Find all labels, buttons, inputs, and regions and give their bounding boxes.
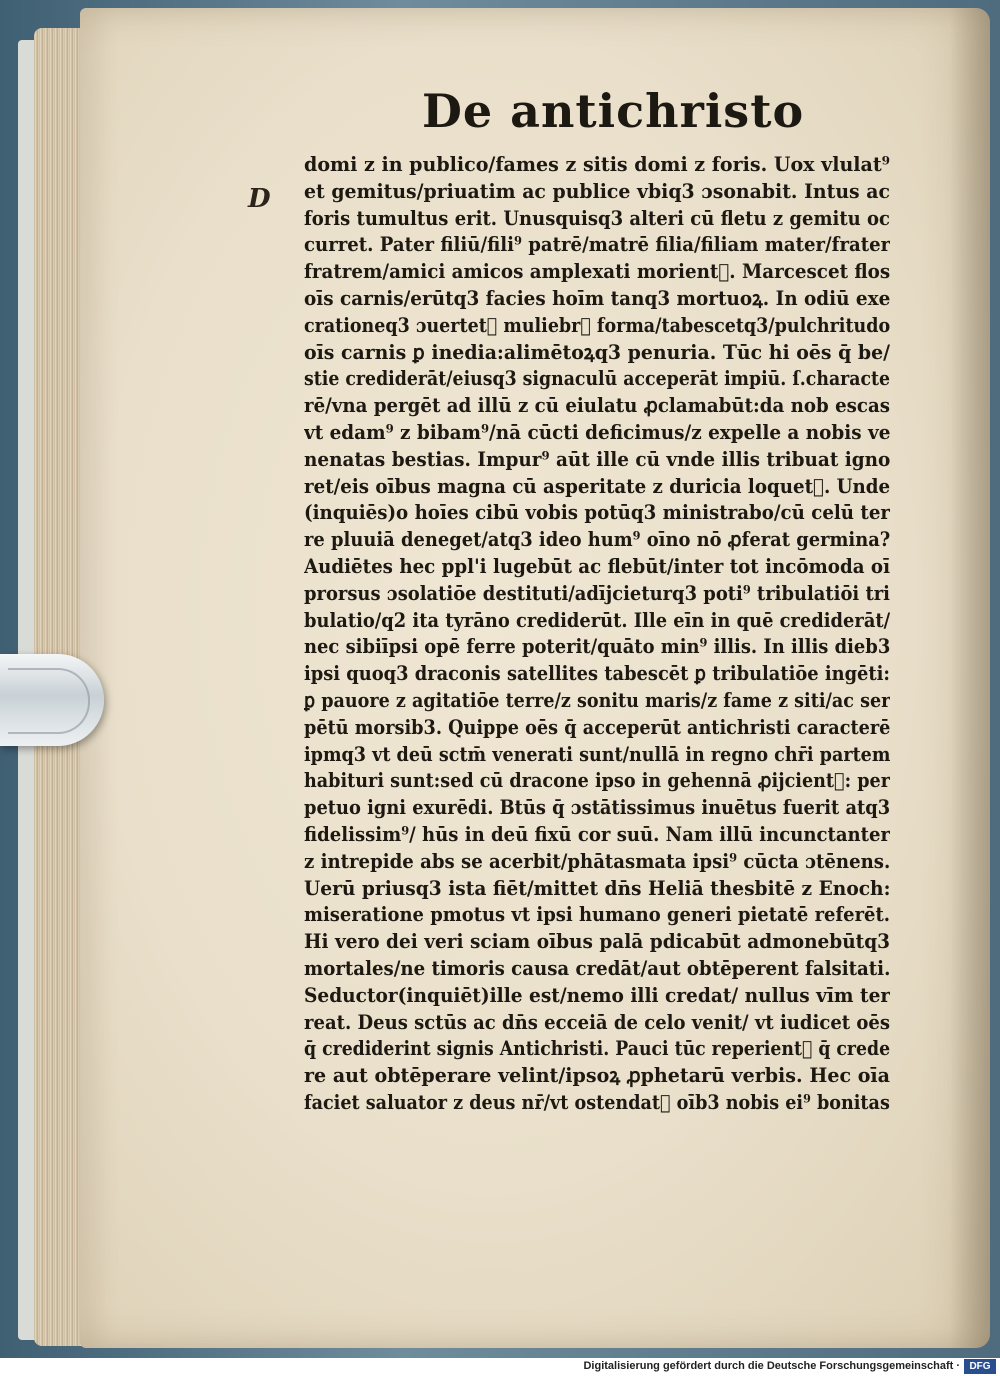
footer-credit: Digitalisierung gefördert durch die Deutsche Forschungsgemeinschaft · [583, 1360, 960, 1372]
text-line: Audiētes hec ppl'i lugebūt ac flebūt/inter tot incōmoda oī [304, 554, 890, 578]
page-clip [0, 654, 104, 746]
text-line: bulatio/q2 ita tyrāno crediderūt. Ille eīn in quē crediderāt/ [304, 608, 890, 632]
gutter-shadow [950, 8, 990, 1348]
text-line: Uerū priusq3 ista fiēt/mittet dn̄s Heliā thesbitē z Enoch: [304, 876, 890, 900]
text-line: nenatas bestias. Impur⁹ aūt ille cū vnde illis tribuat igno [304, 447, 890, 471]
text-line: vt edam⁹ z bibam⁹/nā cūcti deficimus/z expelle a nobis ve [304, 420, 890, 444]
text-line: ꝑ pauore z agitatiōe terre/z sonitu maris/z fame z siti/ac ser [304, 688, 890, 712]
text-line: et gemitus/priuatim ac publice vbiq3 ɔsonabit. Intus ac [304, 179, 890, 203]
text-line: (inquiēs)o hoīes cibū vobis potūq3 ministrabo/cū celū ter [304, 501, 890, 525]
text-line: fidelissim⁹/ hūs in deū fixū cor suū. Nam illū incunctanter [304, 822, 890, 846]
text-line: domi z in publico/fames z sitis domi z foris. Uox vlulat⁹ [304, 153, 890, 176]
text-line: faciet saluator z deus nr̄/vt ostendat᷑ oīb3 nobis ei⁹ bonitas [304, 1090, 890, 1114]
text-line: nec sibiīpsi opē ferre poterit/quāto min⁹ illis. In illis dieb3 [304, 635, 890, 659]
text-line: z intrepide abs se acerbit/phātasmata ipsi⁹ cūcta ɔtēnens. [304, 849, 890, 873]
text-line: fratrem/amici amicos amplexati morient᷑. Marcescet flos [304, 260, 890, 284]
text-line: rē/vna pergēt ad illū z cū eiulatu ꝓclamabūt:da nob escas [304, 394, 890, 418]
dfg-logo: DFG [964, 1359, 996, 1374]
text-line: miseratione pmotus vt ipsi humano generi pietatē referēt. [304, 903, 890, 927]
text-line: curret. Pater filiū/fili⁹ patrē/matrē filia/filiam mater/frater [304, 233, 890, 257]
text-line: pētū morsib3. Quippe oēs q̄ acceperūt antichristi caracterē [304, 715, 890, 739]
text-line: habituri sunt:sed cū dracone ipso in gehennā ꝓijcient᷑: per [304, 769, 890, 793]
text-line: Seductor(inquiēt)ille est/nemo illi credat/ nullus vīm ter [304, 983, 890, 1007]
text-line: ret/eis oībus magna cū asperitate z duricia loquet᷑. Unde [304, 474, 890, 498]
text-line: re aut obtēperare velint/ipsoꝝ ꝓphetarū verbis. Hec oīa [304, 1064, 890, 1088]
text-line: ipmq3 vt deū sctm̄ venerati sunt/nullā in regno chr̄i partem [304, 742, 890, 766]
page-clip-inner [8, 668, 90, 734]
text-line: re pluuiā deneget/atq3 ideo hum⁹ oīno nō ꝓferat germina? [304, 528, 890, 552]
text-line: reat. Deus sctūs ac dn̄s ecceiā de celo venit/ vt iudicet oēs [304, 1010, 890, 1034]
text-line: q̄ crediderint signis Antichristi. Pauci tūc reperient᷑ q̄ crede [304, 1037, 890, 1061]
page-heading: De antichristo [422, 84, 805, 138]
marginal-letter: D [248, 184, 271, 214]
text-line: ipsi quoq3 draconis satellites tabescēt ꝑ tribulatiōe ingēti: [304, 662, 890, 686]
text-line: crationeq3 ɔuertet᷑ muliebr᷑ forma/tabescetq3/pulchritudo [304, 313, 890, 337]
text-line: Hi vero dei veri sciam oībus palā pdicabūt admonebūtq3 [304, 930, 890, 954]
body-text [304, 152, 890, 1117]
text-line: foris tumultus erit. Unusquisq3 alteri cū fletu z gemitu oc [304, 206, 890, 230]
text-line: stie crediderāt/eiusq3 signaculū acceperāt impiū. ſ.characte [304, 367, 890, 391]
text-line: prorsus ɔsolatiōe destituti/adījcieturq3 poti⁹ tribulatiōi tri [304, 581, 890, 605]
text-line: oīs carnis ꝑ inedia:alimētoꝝq3 penuria. Tūc hi oēs q̄ be/ [304, 340, 890, 364]
text-line: mortales/ne timoris causa credāt/aut obtēperent falsitati. [304, 956, 890, 980]
text-line: oīs carnis/erūtq3 facies hoīm tanq3 mortuoꝝ. In odiū exe [304, 286, 890, 310]
text-line: petuo igni exurēdi. Btūs q̄ ɔstātissimus inuētus fuerit atq3 [304, 796, 890, 820]
